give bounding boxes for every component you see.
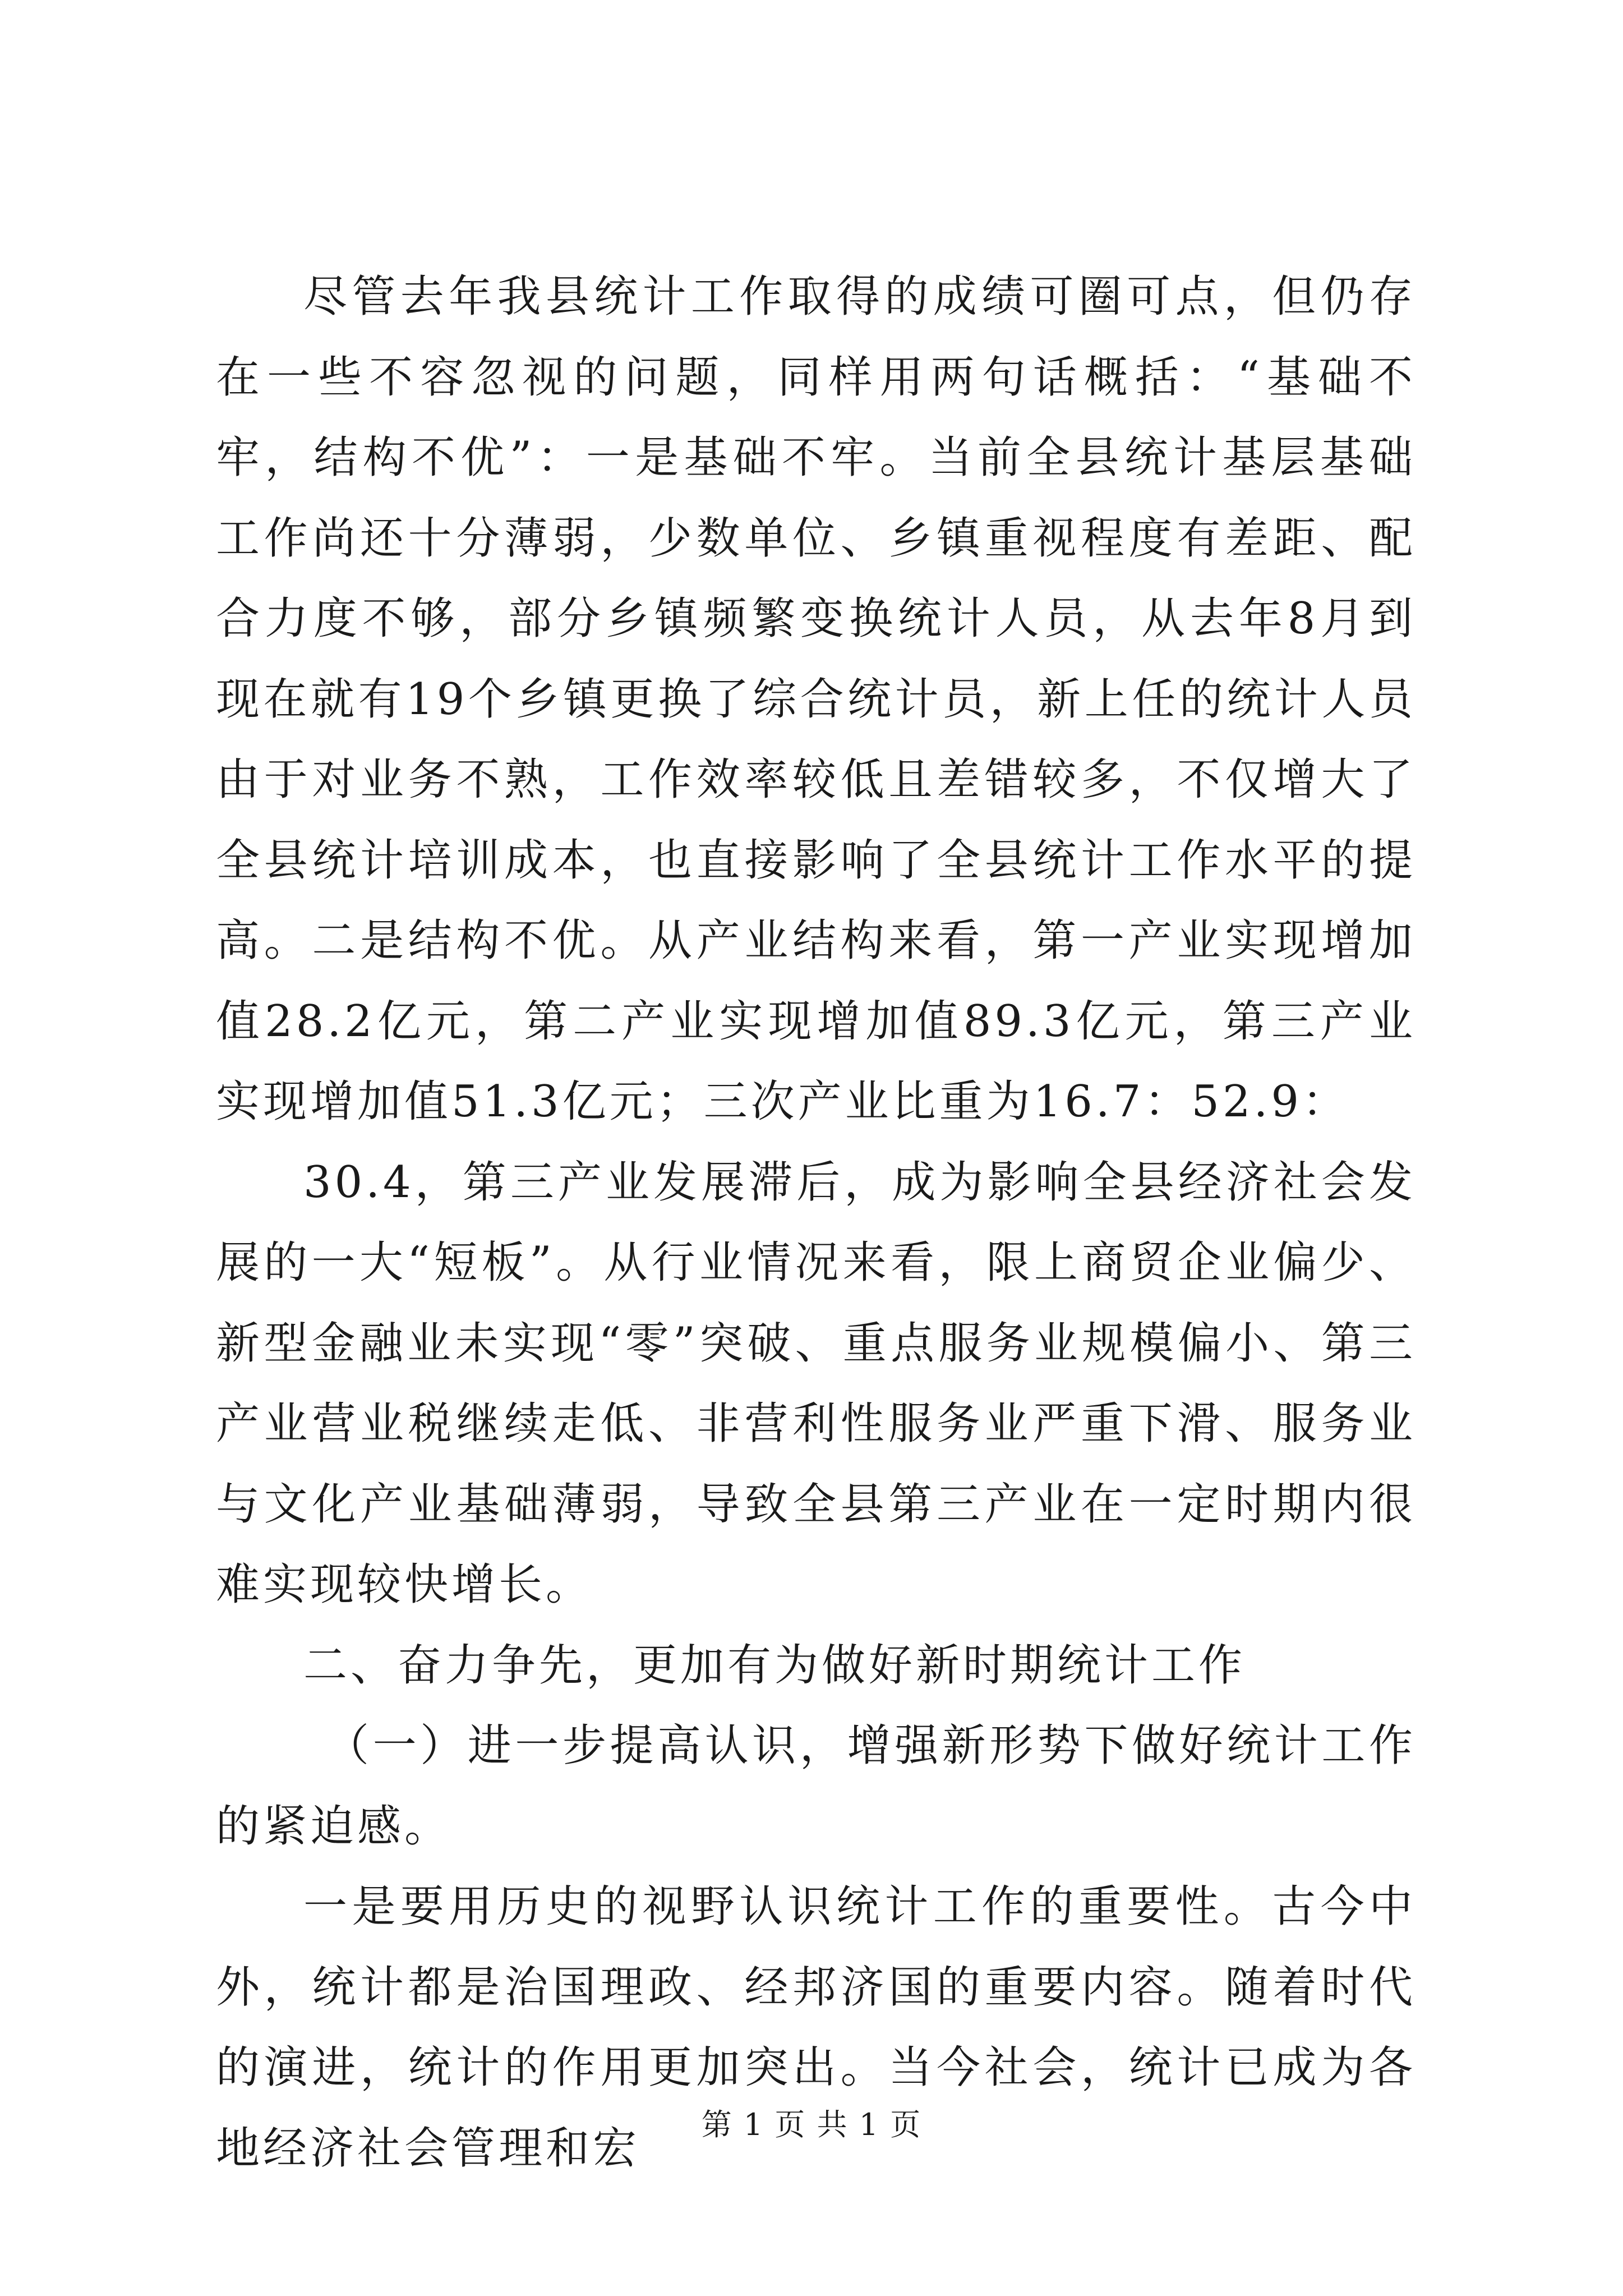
paragraph-tertiary-industry: 30.4，第三产业发展滞后，成为影响全县经济社会发展的一大“短板”。从行业情况来看，限上商贸企业偏少、新型金融业未实现“零”突破、重点服务业规模偏小、第三产业营业税继续走低、非营利性服务业严重下滑、服务业与文化产业基础薄弱，导致全县第三产业在一定时期内很难实现较快增长。 <box>216 1157 1416 1610</box>
document-body <box>216 257 1416 2189</box>
paragraph-history: 一是要用历史的视野认识统计工作的重要性。古今中外，统计都是治国理政、经邦济国的重要内容。随着时代的演进，统计的作用更加突出。当今社会，统计已成为各地经济社会管理和宏 <box>216 1881 1416 2174</box>
paragraph-problems: 尽管去年我县统计工作取得的成绩可圈可点，但仍存在一些不容忽视的问题，同样用两句话概括：“基础不牢，结构不优”：一是基础不牢。当前全县统计基层基础工作尚还十分薄弱，少数单位、乡镇重视程度有差距、配合力度不够，部分乡镇频繁变换统计人员，从去年8月到现在就有19个乡镇更换了综合统计员，新上任的统计人员由于对业务不熟，工作效率较低且差错较多，不仅增大了全县统计培训成本，也直接影响了全县统计工作水平的提高。二是结构不优。从产业结构来看，第一产业实现增加值28.2亿元，第二产业实现增加值89.3亿元，第三产业实现增加值51.3亿元；三次产业比重为16.7：52.9： <box>216 272 1416 1127</box>
page-footer: 第 1 页 共 1 页 <box>701 2107 922 2142</box>
subsection-heading: （一）进一步提高认识，增强新形势下做好统计工作的紧迫感。 <box>216 1720 1416 1852</box>
section-heading: 二、奋力争先，更加有为做好新时期统计工作 <box>303 1640 1246 1691</box>
